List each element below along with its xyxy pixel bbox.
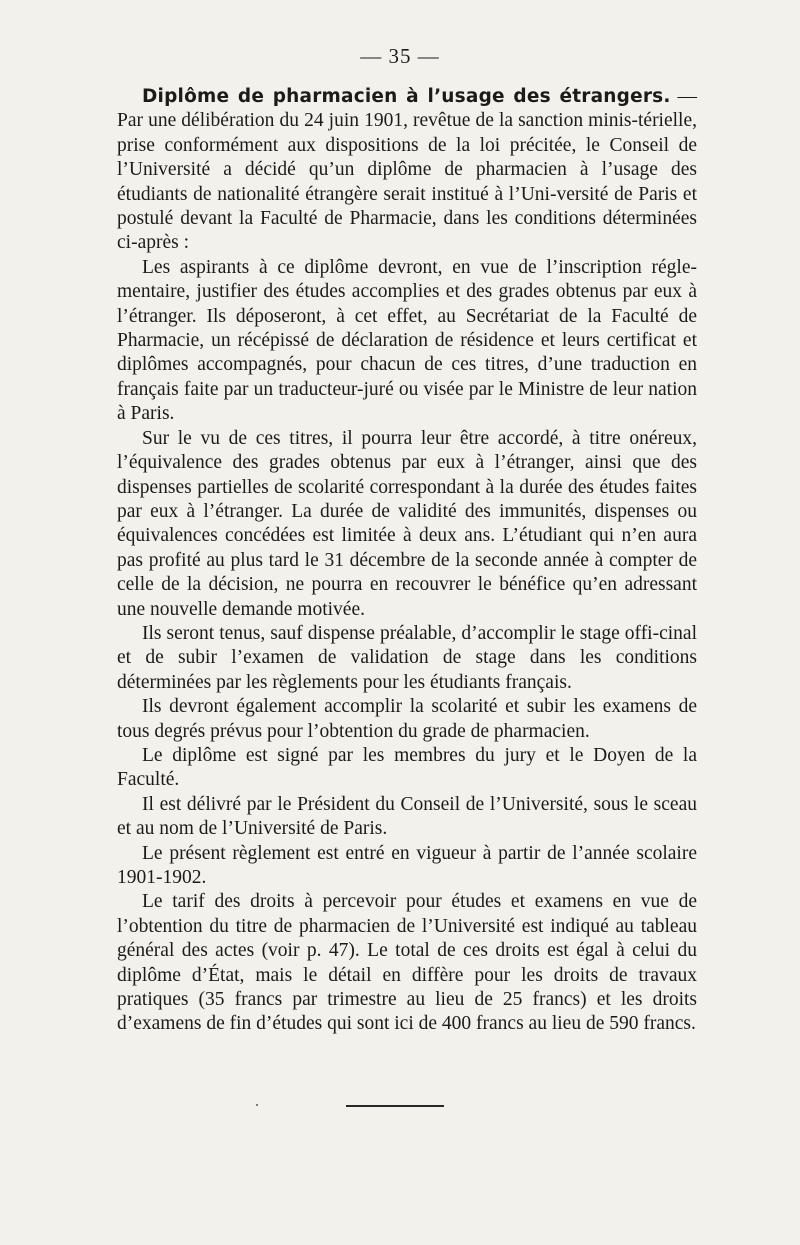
paragraph-1 [117,85,697,256]
paragraph-9: Le tarif des droits à percevoir pour études et examens en vue de l’obtention du titre de pharmacien de l’Université est indiqué au tableau général des actes (voir p. 47). Le total de ces droits est égal à celui du diplôme d’État, mais le détail en diffère pour les droits de travaux pratiques (35 francs par trimestre au lieu de 25 francs) et les droits d’examens de fin d’études qui sont ici de 400 francs au lieu de 590 francs. [117,891,697,1035]
paragraph-1-text: Par une délibération du 24 juin 1901, revêtue de la sanction minis-térielle, prise conformément aux dispositions de la loi précitée, le Conseil de l’Université a décidé qu’un diplôme de pharmacien à l’usage des étudiants de nationalité étrangère serait institué à l’Uni-versité de Paris et postulé devant la Faculté de Pharmacie, dans les conditions déterminées ci-après : [117,110,697,254]
page-number: — 35 — [360,44,440,68]
paragraph-2: Les aspirants à ce diplôme devront, en vue de l’inscription régle-mentaire, justifier des études accomplies et des grades obtenus par eux à l’étranger. Ils déposeront, à cet effet, au Secrétariat de la Faculté de Pharmacie, un récépissé de déclaration de résidence et leurs certificat et diplômes accompagnés, pour chacun de ces titres, d’une traduction en français faite par un traducteur-juré ou visée par le Ministre de leur nation à Paris. [117,256,697,425]
paragraph-4: Ils seront tenus, sauf dispense préalable, d’accomplir le stage offi-cinal et de subir l’examen de validation de stage dans les conditions déterminées par les règlements pour les étudiants français. [117,622,697,693]
paragraph-3: Sur le vu de ces titres, il pourra leur être accordé, à titre onéreux, l’équivalence des grades obtenus par eux à l’étranger, ainsi que des dispenses partielles de scolarité correspondant à la durée des études faites par eux à l’étranger. La durée de validité des immunités, dispenses ou équivalences concédées est limitée à deux ans. L’étudiant qui n’en aura pas profité au plus tard le 31 décembre de la seconde année à compter de celle de la décision, ne pourra en recouvrer le bénéfice qu’en adressant une nouvelle demande motivée. [117,427,697,620]
paragraph-8: Le présent règlement est entré en vigueur à partir de l’année scolaire 1901-1902. [117,842,697,888]
heading-dash: — [670,86,697,107]
paragraph-7: Il est délivré par le Président du Conseil de l’Université, sous le sceau et au nom de l’Université de Paris. [117,793,697,840]
page-body [117,85,697,1037]
section-heading: Diplôme de pharmacien à l’usage des étrangers. [142,86,671,107]
closing-rule [346,1105,444,1107]
paragraph-6: Le diplôme est signé par les membres du jury et le Doyen de la Faculté. [117,744,697,791]
paragraph-5: Ils devront également accomplir la scolarité et subir les examens de tous degrés prévus pour l’obtention du grade de pharmacien. [117,696,697,742]
print-speck [256,1104,258,1106]
